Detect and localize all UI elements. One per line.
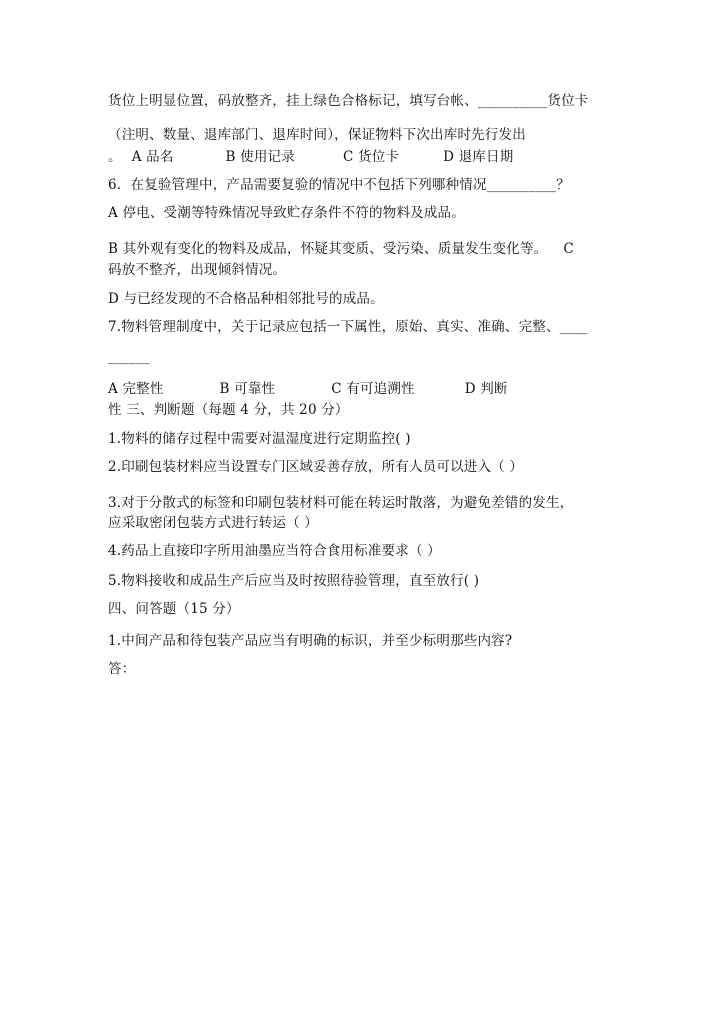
judgement-item-2: 2.印刷包装材料应当设置专门区域妥善存放，所有人员可以进入（ ） [108, 459, 524, 475]
q7-blank-continued: ______ [108, 349, 150, 365]
q5-option-b: B 使用记录 [225, 149, 295, 165]
q6-option-a: A 停电、受潮等特殊情况导致贮存条件不符的物料及成品。 [108, 205, 465, 221]
q7-option-b: B 可靠性 [219, 381, 276, 397]
q6-option-b: B 其外观有变化的物料及成品，怀疑其变质、受污染、质量发生变化等。 [108, 241, 548, 257]
q5-options-prefix: 。 [108, 149, 122, 165]
q7-wrap-and-section-3-heading: 性 三、判断题（每题 4 分，共 20 分） [108, 402, 349, 418]
q5-option-d: D 退库日期 [443, 149, 514, 165]
q6-option-c: 码放不整齐，出现倾斜情况。 [108, 262, 287, 278]
q6-option-d: D 与已经发现的不合格品种相邻批号的成品。 [108, 291, 384, 307]
judgement-item-5: 5.物料接收和成品生产后应当及时按照待验管理，直至放行( ) [108, 573, 480, 589]
judgement-item-3-cont: 应采取密闭包装方式进行转运（ ） [108, 515, 318, 531]
judgement-item-3: 3.对于分散式的标签和印刷包装材料可能在转运时散落，为避免差错的发生， [108, 495, 574, 511]
q5-options [108, 148, 513, 166]
q5-line-1: 货位上明显位置，码放整齐，挂上绿色合格标记，填写台帐、__________货位卡 [108, 93, 589, 109]
q7-stem: 7.物料管理制度中，关于记录应包括一下属性，原始、真实、准确、完整、____ [108, 319, 588, 335]
q6-option-b-line [108, 240, 574, 258]
essay-question-1: 1.中间产品和待包装产品应当有明确的标识，并至少标明那些内容? [108, 633, 513, 649]
q5-line-2: （注明、数量、退库部门、退库时间），保证物料下次出库时先行发出 [108, 127, 526, 143]
q7-option-a: A 完整性 [108, 381, 164, 397]
q5-option-c: C 货位卡 [342, 149, 400, 165]
q6-stem: 6．在复验管理中，产品需要复验的情况中不包括下列哪种情况__________？ [108, 177, 570, 193]
q6-option-c-label: C [563, 241, 574, 257]
q7-options [108, 380, 508, 398]
q7-option-c: C 有可追溯性 [331, 381, 415, 397]
q5-option-a: A 品名 [131, 149, 174, 165]
judgement-item-1: 1.物料的储存过程中需要对温湿度进行定期监控( ) [108, 431, 411, 447]
section-4-heading: 四、问答题（15 分） [108, 601, 240, 617]
judgement-item-4: 4.药品上直接印字所用油墨应当符合食用标准要求（ ） [108, 543, 441, 559]
answer-label: 答： [108, 661, 136, 677]
q7-option-d: D 判断 [464, 381, 508, 397]
